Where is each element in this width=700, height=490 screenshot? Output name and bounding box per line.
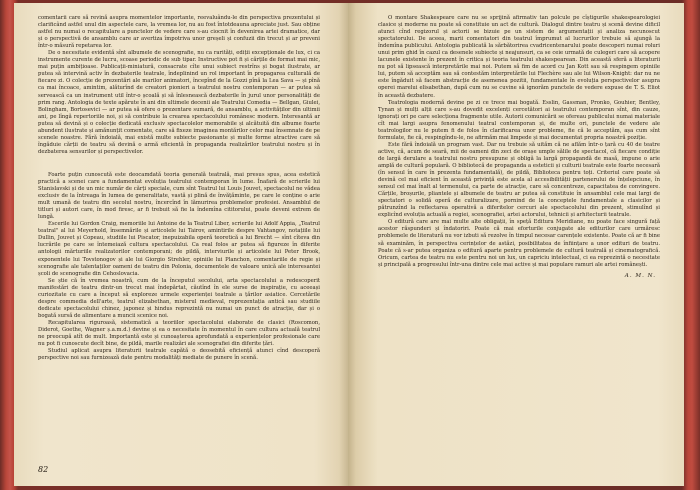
right-page-text-column — [378, 15, 660, 280]
paragraph: Se știe că în vremea noastră, cum de la începutul secolului, arta spectacolului a redescoperit manifestări de teatru dintr-un trecut mai îndepărtat, căutînd în ele surse de inspirație, cu aceeași curiozitate cu care a început să exploreze urmele experienței teatrale a țărilor asiatice. Cercetările despre commedia dell'arte, teatrul elizabethan, misterul medieval, reprezentația antică sau studiile dedicate spectacolului chinez, japonez și hindus reprezintă nu numai un punct de atracție, dar și o bogată sursă de alimentare a muncii scenice noi. — [38, 277, 320, 319]
paragraph: Escerile lui Gordon Craig, memoriile lui Antoine de la Teatrul Liber, scrierile lui Adolf Appia, „Teatrul teatral" al lui Meyerhold, însemnările și articolele lui Tairov, amintirile despre Vahtangov, notațiile lui Dullin, Jouvet și Copeau, studiile lui Piscator, inepuizabila operă teoretică a lui Brecht — sînt cîteva din lucrările pe care se întemeiază cultura spectacolului. Ca real folos ar putea să figureze în diferite antologii mărturiile realizatorilor contemporani; de pildă, interviurile și articolele lui Peter Brook, exponentele lui Tovstonogov și ale lui Giorgio Strehler, opiniile lui Planchon, comentariile de regie și scenografie ale talentaților oameni de teatru din Polonia, documentele de valoare unică ale interesantei școli de scenografie din Cehoslovacia. — [38, 221, 320, 277]
paragraph: Recapitularea riguroasă, sistematică a teoriilor spectacolului elaborate de clasici (Roscomon, Diderot, Goethe, Wagner ș.a.m.d.) devine și ea o necesitate în momentul în care cultura actuală teatrul ne preocupă atît de mult. Importantă este și cunoașterea aprofundată a experiențelor profesionale care nu pot fi cunoscute decît bine, de pildă, marile realizări ale scenografiei din diferite țări. — [38, 319, 320, 348]
paragraph: Teatrologia modernă devine pe zi ce trece mai bogată. Esslin, Gassman, Pronko, Gouhier, Bentley, Tynan și mulți alții care s-au dovedit excelenți cercetători ai teatrului contemporan sînt, din cauze, ignorați ori pe care selecționa fragmente utile. Autorii comunicării se ofereau publicului numai materiale cît mai largi asupra fenomenului teatral contemporan și, de multe ori, punctele de vedere ale teatrologilor nu le putem fi de folos în clarificarea unor probleme, fie că le acceptăm, așa cum sînt formulate, fie că, respingîndu-le, ne afirmăm mai limpede și mai documentat propria noastră poziție. — [378, 99, 660, 141]
paragraph: Foarte puțin cunoscută este deocamdată teoria generală teatrală, mai presus spus, acea estetică practică a scenei care a fundamentat evoluția teatrului contemporan în lume. Înafară de scrierile lui Stanislavski și de un mic număr de cărți speciale, cum sînt Teatrul lui Louis Jouvet, spectacolul ne vădea exclusiv de la întreaga în lumea de generalitate, vastă și plină de învățăminte, pe care le conține o arie mult umană de teatru din secolul nostru, încercînd în lămurirea problemelor profesiei. Ansamblul de titluri și autori care, în mod firesc, ar fi trebuit să fie la îndemîna cititorului, poate deveni extrem de lungă. — [38, 171, 320, 221]
paragraph: Este fără îndoială un program vast. Dar nu trebuie să uităm că ne aflăm într-o țară cu 40 de teatre active, că, acum de seară, mii de oameni din zeci de orașe umple sălile de spectacol, că fiecare condiție de largă derulare a teatrului nostru presupune și obligă la largă propagandă de masă, impune o arie amplă de cultură populară. O bibliotecă de propaganda a esteticii și culturii teatrale este foarte necesară (în sensul în care în prezenta fundamentală), de pildă, Biblioteca pentru toți. Criteriul care poate să devină cel mai eficient în această privință este acela al accesibilității partenerului de înțelepciune, în sensul cel mai înalt al termenului, ca parte de atracție, care să concentreze, capacitatea de convingere. Cărțile, broșurile, pliantele și albumele de teatru ar putea să constituie în ansamblul cele mai largi de spectatori o solidă operă de culturalizare, pornind de la conceptele fundamentale a clasicilor și pătrunzînd la reflectarea operativă a diferitelor cercuri ale spectacolului din prezent, stimulînd și explicînd evoluția actuală a regiei, scenografiei, artei actorului, tehnicii și arhitecturii teatrale. — [378, 141, 660, 219]
paragraph: O montare Shakespeare care nu se sprijină afirmativ tan polcule pe cîștigurile shakespearologiei clasice și moderne nu poate să constituie un act de cultură. Dialogul dintre teatru și scenă devine dificil atunci cînd regizorul și actorii se bizuie pe un sistem de argumentații și analiza necunoscut spectatorului. De aceea, marii comentatori din teatrul împrumut al lucrurilor trebuie să ajungă la îndemîna publicului. Antologia publicată la sărbătorirea cvadricentenarului poate descoperi numai roluri unui prim ghid în cazul ca desenele subiecte și neajunsuri, ca se ceie urmată de culegeri care să acopere lacunele existente în prezent în critica și teoria teatrului shakespearean. Din această sferă a literaturii nu pot să lipsească interpretările mai noi. Putem să fim de acord cu Jan Kott sau să respingem opiniile lui, putem să acceptăm sau să contestăm interpretările lui Flechère sau ale lui Wilson-Knight: dar nu ne este îngăduit să facem abstracție de asemenea pozitii, fundamentale în evoluția perspectivelor asupra operei marelui elisabethan, după cum nu se cuvine să ignorăm punctele de vedere expuse de T. S. Eliot în această dezbatere. — [378, 15, 660, 99]
page-number: 82 — [38, 465, 49, 474]
author-signature: A. M. N. — [624, 272, 656, 279]
paragraph: De o necesitate evidentă sînt albumele de scenografie, nu ca rarități, ediții excepționale de lux, ci ca instrumente curente de lucru, scoase periodic de sub tipar. Instructive pot fi și cărțile de format mai mic, mai puțin ambițioase. Publicații-miniatură, consacrate cîte unui subiect restrîns și bogat ilustrate, ar putea să intervină activ în dezbaterile teatrale, îndeplinind un rol important în propagarea culturală de fiecare zi. O colecție de prezentări ale marilor animatori, începînd de la Gozzi pînă la Lea Sava — și pînă ca mai încoace, amintim, alăturînd de creatori pionieri a teatrului nostru contemporan — ar putea să servească ca un instrument util într-o școală și să înlesnească dezbaterile în jurul unor personalități de prim rang. Antologia de texte apărute în ani din ultimele decenii ale Teatrului Comedia — Bellgan, Giulei, Bolingham, Bortosevici — ar putea să ofere o prezentare sumară, de ansamblu, a activităților din ultimii ani, pe lîngă repertoriile noi, și să contribuie la crearea spectacolului românesc modern. Interesantă ar putea să devină și o colecție dedicată exclusiv spectacolelor memorabile și alcătuită din albume foarte abundent ilustrate și amănunțit comentate, care să fixeze imaginea montărilor celor mai însemnate de pe scenele noastre. Fără îndoială, mai există multe subiecte pasionante și multe forme atractive care să îngăduie cărții de teatru să devină o armă eficientă în propaganda realizărilor teatrului nostru și în dezbaterea sensurilor și perspectivelor. — [38, 50, 320, 155]
left-page — [14, 3, 348, 486]
paragraph: O editură care are mai multe alte obligații, în speță Editura Meridiane, nu poate face singură față acestor răspunderi și îndatoriri. Poate că mai eforturile conjugate ale editurilor care urmăresc problemele de literatură nu vor izbuti să rezolve în timpul necesar carențele existente. Poate că ar fi bine să examinăm, în perspectiva cerințelor de astăzi, posibilitatea de înființare a unor edituri de teatru. Poate că s-ar putea organiza o editură aparte pentru problemele de cultură teatrală și cinematografică. Oricum, cartea de teatru nu este pentru noi un lux, un capriciu intelectual, ci ea reprezintă o necesitate și principală a progresului într-una dintre cele mai active și mai populare ramuri ale artei românești. — [378, 219, 660, 268]
left-page-text-column — [38, 15, 320, 362]
right-page — [348, 3, 684, 486]
paragraph: comentarii care să revină asupra momentelor importante, reevaluându-le din perspectiva prezentului și clarificând astfel unul din aspectele care, la vremea lor, nu au fost întotdeauna apreciate just. Sau obține astfel nu numai o recapitulare a punctelor de vedere care s-au ciocnit în devenirea artei dramatice, dar și o perspectivă de ansamblu care ar avertiza împotriva unor greșeli și confuzii din trecut și ar preveni într-o măsură repetarea lor. — [38, 15, 320, 50]
paragraph: Studiul aplicat asupra literaturii teatrale capătă o deosebită eficiență atunci cînd descoperă perspective noi sau furnizează date pentru modalități mediate de punere în scenă. — [38, 348, 320, 362]
